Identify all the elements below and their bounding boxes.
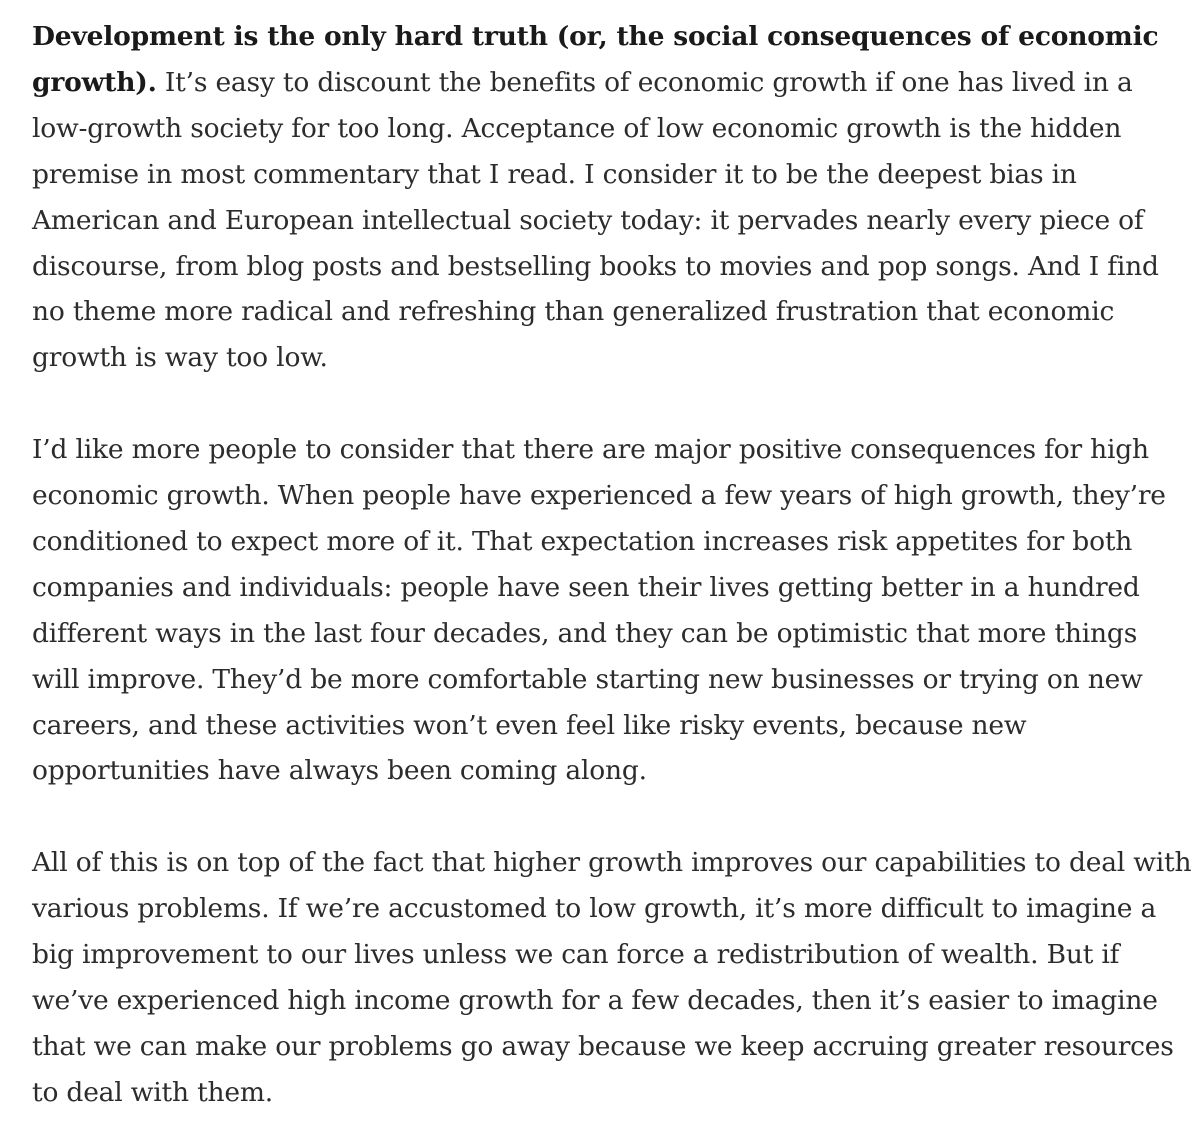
paragraph-3 (32, 840, 1192, 1115)
paragraph-1-lead-heading: Development is the only hard truth (or, the social consequences of economic growth). (32, 21, 1159, 98)
paragraph-2 (32, 427, 1192, 794)
paragraph-1-text: It’s easy to discount the benefits of economic growth if one has lived in a low-growth society for too long. Acceptance of low economic growth is the hidden premise in most commentary that I read. I consider it to be the deepest bias in American and European intellectual society today: it pervades nearly every piece of discourse, from blog posts and bestselling books to movies and pop songs. And I find no theme more radical and refreshing than generalized frustration that economic growth is way too low. (32, 66, 1159, 374)
paragraph-3-text: All of this is on top of the fact that higher growth improves our capabilities to deal with various problems. If we’re accustomed to low growth, it’s more difficult to imagine a big improvement to our lives unless we can force a redistribution of wealth. But if we’ve experienced high income growth for a few decades, then it’s easier to imagine that we can make our problems go away because we keep accruing greater resources to deal with them. (32, 847, 1192, 1108)
paragraph-2-text: I’d like more people to consider that there are major positive consequences for high economic growth. When people have experienced a few years of high growth, they’re conditioned to expect more of it. That expectation increases risk appetites for both companies and individuals: people have seen their lives getting better in a hundred different ways in the last four decades, and they can be optimistic that more things will improve. They’d be more comfortable starting new businesses or trying on new careers, and these activities won’t even feel like risky events, because new opportunities have always been coming along. (32, 434, 1166, 787)
paragraph-1 (32, 14, 1192, 381)
